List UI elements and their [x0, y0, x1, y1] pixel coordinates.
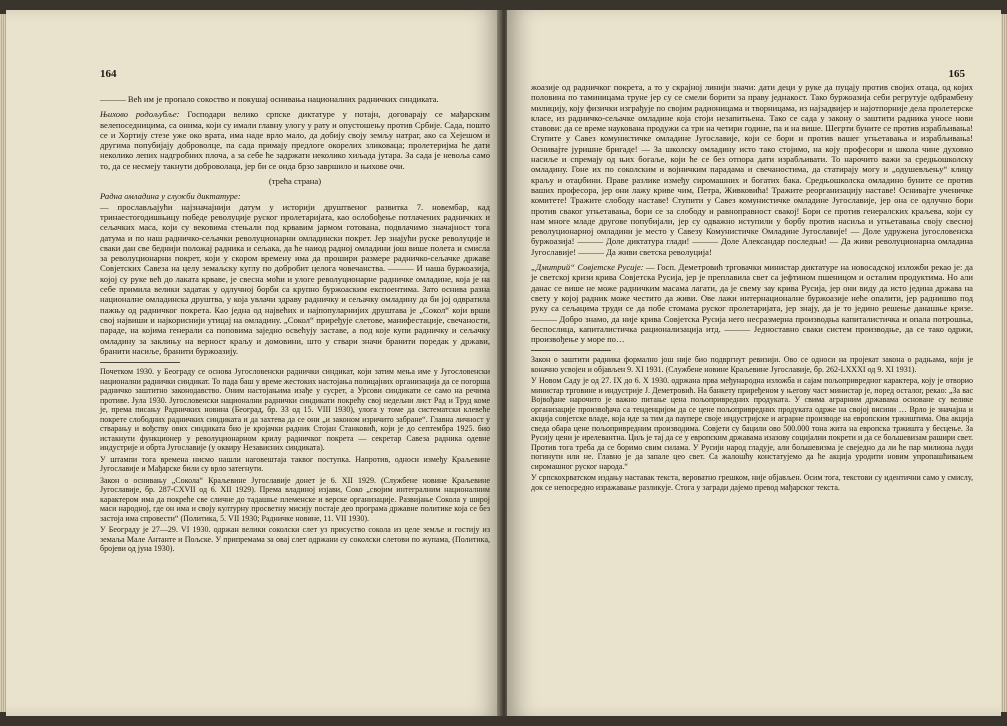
opening-paragraph: ——— Већ им је пропало сокоство и покушај оснивања националних радничких синдиката. — [100, 94, 439, 104]
footnote-left-2: У штампи тога времена нисмо нашли наговештаја таквог поступка. Напротив, односи између Краљевине Југославије и Мађарске били су врло затегнути. — [100, 454, 490, 474]
footnote-left-4: У Београду је 27—29. VI 1930. одржан велики соколски слет уз присуство сокола из целе земље и гостију из земаља Мале Антанте и Пољске. У припремама за овај слет одржани су соколски слетови по жупама, (Политика, бројеви од јуна 1930). — [100, 525, 490, 554]
right-section-title: „Дмитрий“ Совјетске Русије: — [531, 262, 644, 273]
right-page — [507, 10, 1001, 716]
right-page-text — [531, 82, 973, 492]
right-body-1: жоазије од радничког покрета, а то у скрајној линији значи: дати деци у руке да пуцају против својих отаца, од којих половина по таминицама труне јер су се смели борити за праву једнакост. Тако буржоазија себи регрутује одбрамбену милицију, коју физички изграђује по својим радионицама и творницама, из најзадвијер и најотпорније дела пролетерске класе, из радничко-сељачке омладине која стоји незапитњена. Тако се сада у закону о заштити радника уносе нови ставови: да се време наукована продужи са три на четири године, па и на више. Шегрти буните се против израбљивања! Ступите у Савез комунистичке омладине Југославије, који се бори и против вашег угњетавања и израбљивања! Оснивајте јуришне бригаде! — За школску омладину исто тако стојимо, на коју професори и школа чине духовно насиље и спремају од њих богаље, који ће се без отпора дати израбљивати. То нарочито важи за средњошколску омладину. Гоне их по соколским и војничким парадама и свечаностима, да статирају могу и „одушевљењу“ клицу краљу и отаџбини. Праве разлике између сиромашних и богатих бака. Средњошколска омладино буните се против ваших професора, јер они лажу криве чим, Петра, Живковића! Тражите реорганизацију наставе! Оснивајте ученичке комитете! Тражите слободу наставе! Ступити у Савез комунистичке омладине Југославије, јер она се одлучно бори против сваког угњетавања, бори се за слободу и равноправност свакој! Бори се против генералских краљева, који су нам многе младе другове попубијали, јер су одважно иступили у борбу против насиља и угњетавања своју свесној револуционарној омладини је место у Савезу Комунистичке Омладине Југославије! — Доле удружена југословенска буржоазија! ——— Доле диктатура глади! ——— Доле Александар последњи! — Да живи револуционарна омладина Југославије! ——— Да живи светска револуција! — [531, 82, 973, 257]
left-page-text — [100, 94, 490, 554]
footnote-left-3: Закон о оснивању „Сокола“ Краљевине Југославије донет је 6. XII 1929. (Службене новине Краљевине Југославије, бр. 287-CXVII од 6. XII 1929). Према владиној изјави, Соко „својим интегралним националним карактером има да покреће све сличне до тадашње племенске и верске организације. Развијање Сокола у широј маси народној, где он има и своју културну просветну мисију постаје део програма државне политике која се без застоја има спровести“ (Политика, 5. VII 1930; Радничке новине, 11. VII 1930). — [100, 475, 490, 523]
footnote-right-1: Закон о заштити радника формално још није био подвргнут ревизији. Ово се односи на пројекат закона о радњама, који је коначно усвојен и објављен 9. XI 1931. (Службене новине Краљевине Југославије, бр. 262-LXXXI од 9. XI 1931). — [531, 355, 973, 374]
section2-body: — прослављајући најзначајнији датум у историји друштвеног развитка 7. новембар, кад тринаестогодишњицу победе револуције руског пролетаријата, као ослобођење потлачених радничких и сељачких маса, који су вековима стењали под крвавим јармом готована, подвлачимо значајност тога датума и по наш радничко-сељачки револуционарни омладински покрет. Јер знајући руске револуције и сваки дан све беднији положај радника и сељака, да ће наиод радној омладини још више полета и смисла за револуционарни покрет, који у скором времену има да прошири размере радничко-сељачке државе Совјетских Савеза на целу земаљску куглу по добробит целога човечанства. ——— И наша буржоазија, којој су руке већ до лаката крваве, је свесна моћи и улоге револуционарне радничке омладине, која је на себе примила велики задатак у одлучној борби са крупно буржоаским експоентима. Зато оснива разна националне омладинска друштва, у која увлачи здраву радничку и сељачку омладину да би јој одвратила пажњу од радничког покрета. Као једна од највећих и најпопуларнијих друштава је „Сокол“ који врши свој највиши и најкориснији утицај на омладину. „Сокол“ приређује слетове, манифестације, свечаности, параде, на којима генерали са поповима заједно освећују заставе, а под које купи радничку и сељачку омладину за заклињу на верност краљу и домовини, што у ствари значи бранити поредак у држави, бранити насиље, бранити буржоазију. — [100, 201, 490, 356]
footnote-rule-left — [100, 362, 180, 363]
footnote-left-1: Почетком 1930. у Београду се основа Југословенски раднички синдикат, који затим мења име у Југословенски национални раднички синдикат. То пада баш у време жестоких настојања полицајних организација да се погорша радничко заштитно законодавство. Оним настојањима изађе у сусрет, а Урсови синдикати се само на речима противе. Јула 1930. Југословенски национални раднички синдикати покрећу свој недељни лист Рад и Труд коме је, према писању Радничких новина (Београд, бр. 33 од 15. VIII 1930), улога у томе да систематски клевеће покрете слободних радничких синдиката и да захтева да се они „и законом изричито забране“. Главна личност у стварању и вођству ових синдиката био је кројачки радник Стојан Станковић, који је до септембра 1925. био истакнути функционер у револуционарном крилу радничког покрета — секретар Савеза радника одевне индустрије и обрта Југославије (у оквиру Независних синдиката). — [100, 367, 490, 453]
footnote-right-3: У српскохрватском издању наставак текста, вероватно грешком, није објављен. Осим тога, текстови су идентични само у смислу, док се непосредно изражавање разликује. Стога у загради дајемо превод мађарског текста. — [531, 473, 973, 492]
section2-title: Радна омладина у служби диктатуре: — [100, 191, 241, 202]
left-page — [6, 10, 501, 716]
section1 — [100, 109, 490, 171]
footnote-right-2: У Новом Саду је од 27. IX до 6. X 1930. одржана прва међународна изложба и сајам пољопривредног карактера, коју је отворио министар трговине и индустрије Ј. Деметровић. На банкету приређеном у његову част министар је, поред осталог, рекао: „За вас Војвођане нарочито је важно питање цена пољопривредних продуката. У свима аграрним државама основане су велике организације произвођача са тенденцијом да се цене пољопривредних продуката одрже на својој висини … Врло је значајна и акција совјетске владе, која иде за тим да паупере своје индустријске и аграрне производе на европским тржиштима. Ова акција сведа обара цене пољопривредним производима. Совјети су бацили ово 500.000 тона жита на европска тржишта у бесцење. За Русију цени је ирелевантна. Циљ је тај да се у европским државама изазову социјални покрети и да се бољшевизам рашири свет. Против тога треба да се боримо свим силама. У Русији народ гладује, али бољшевизма је свеједно да ли ће пар милиона људи погинути или не. Главно је да запале цео свет. Са жалошћу констатујемо да ће акција уродити новим упропашћивањем сиромашног руског народа.“ — [531, 376, 973, 471]
right-body-2: — Гоcп. Деметровић трговачки министар диктатуре на новосадској изложби рекао је: да је светској кризи крива Совјетска Русија, јер је преплавила свет са јефтином пшеницом и осталим продуктима. Но али данас се више не може радничким масама лагати, да је свему зау крива Русија, јер они виду да исто једина држава на свету у којој радник може честито да живи. Ове лажи интернационалне буржоазије неће опалити, јер раднишво под руку са сељацима труди се да побе стомама руског пролетаријата, јер знају, да је то једино решење данашње кризе. ——— Добро знамо, да није крива Совјетска Русија него несразмерна производња капиталистичка и опала потрошња, беспослица, капиталистичка рационализација итд. ——— Једноставно сваки систем производње, да се тако одржи, произвођење у море по… — [531, 262, 973, 345]
page-number-left: 164 — [100, 68, 117, 80]
third-side-label: (трећа страна) — [268, 176, 322, 187]
section1-title: Њихово родољубље: — [100, 109, 180, 120]
right-section — [531, 262, 973, 344]
section1-body: Господари велико српске диктатуре у потајн, договарају се мађарским велепоседницима, са онима, који су имали главну улогу у рату и опустошењу против Србије. Сада, пошто се и Хортију стезе уже око врата, има наде врло мало, да добију своју земљу натраг, ако са Хејешом и другима попубијају доброволце, па сада примају предлоге окорелих зликоваца; пролетеријма ће дати неколико лепих надгробних плоча, а за себе ће задржати неколико хиљада јутара. За сада је невоља само то, да се несмеју такнути доброволаца, јер би се онда брзо завршило и њихове очи. — [100, 109, 490, 171]
page-number-right: 165 — [948, 68, 965, 80]
footnote-rule-right — [531, 350, 611, 351]
